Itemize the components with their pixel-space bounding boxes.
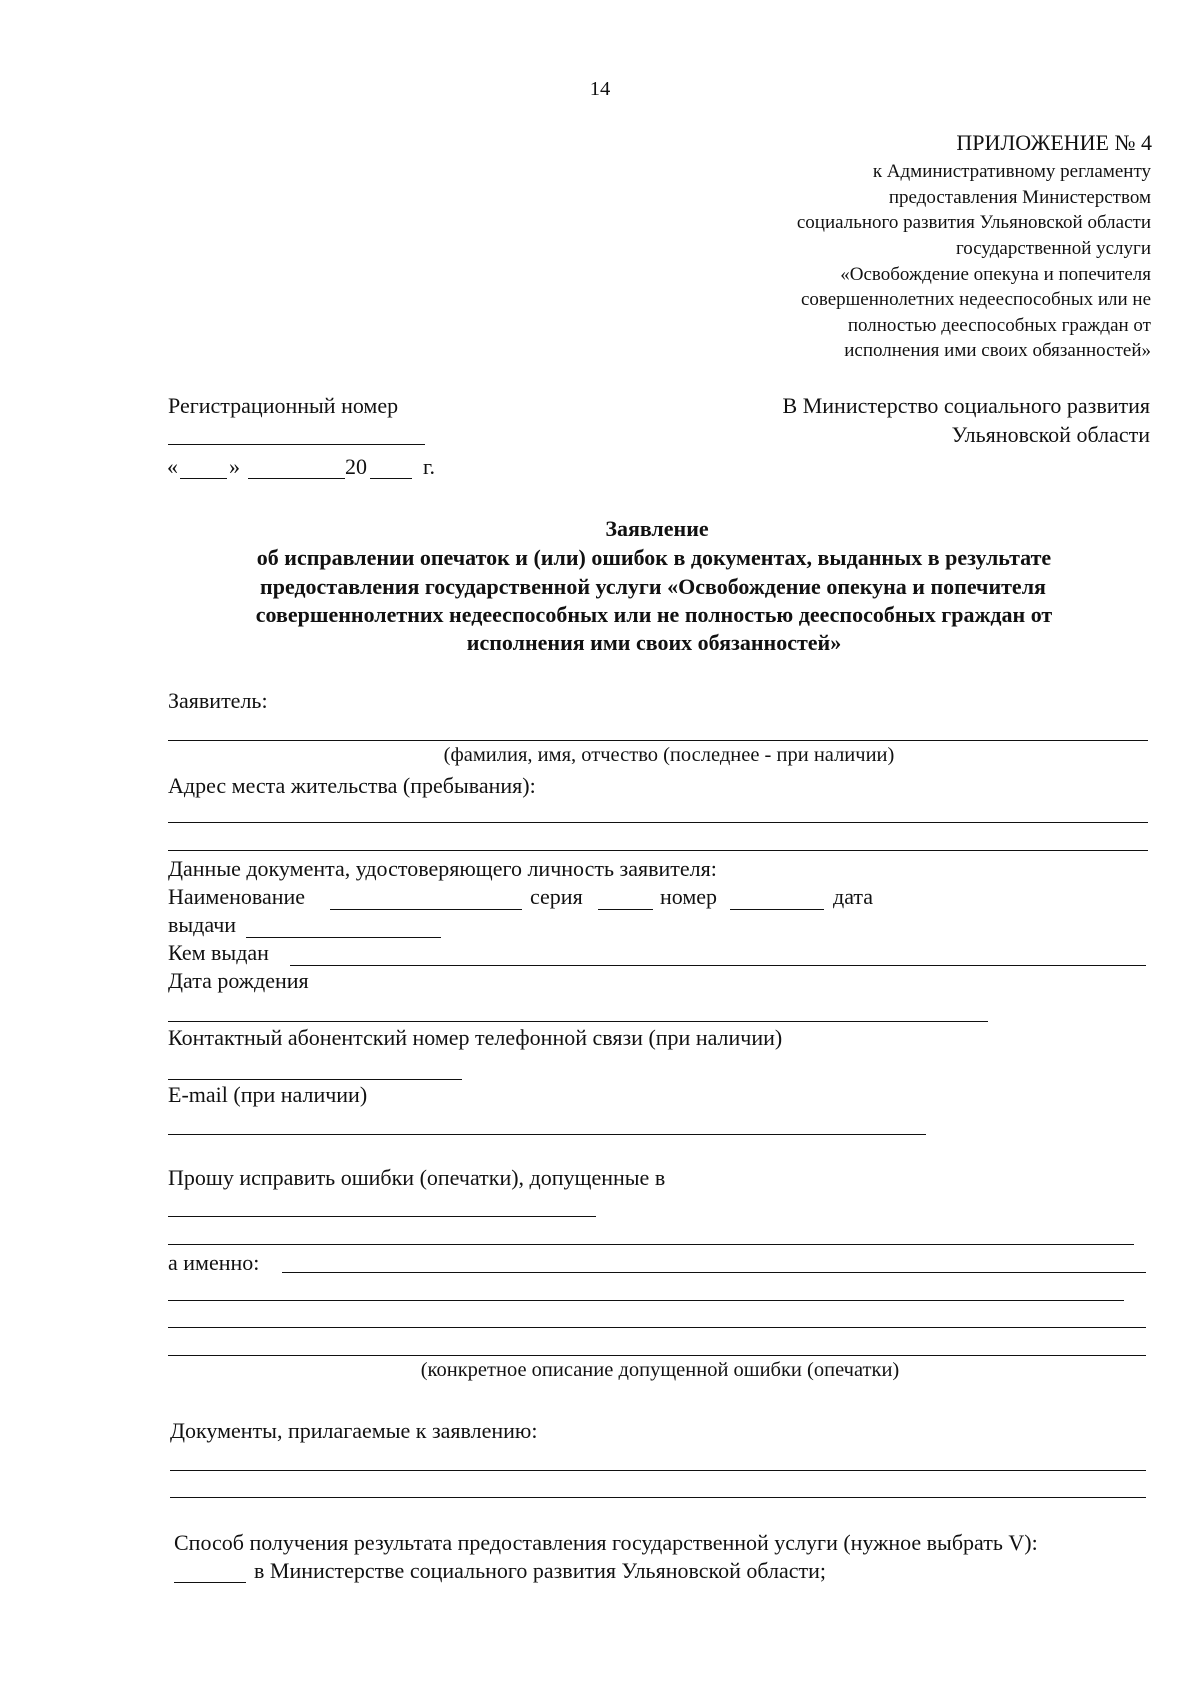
correction-document-line-2[interactable]: [168, 1244, 1134, 1245]
id-date-label: дата: [833, 884, 874, 909]
statement-title: Заявление: [605, 516, 709, 541]
applicant-label: Заявитель:: [168, 688, 268, 713]
address-line-2[interactable]: [168, 850, 1148, 851]
error-description-line-4[interactable]: [168, 1355, 1146, 1356]
correction-document-line[interactable]: [168, 1216, 596, 1217]
delivery-option-1-label: в Министерстве социального развития Ульяновской области;: [254, 1558, 826, 1583]
registration-year-line[interactable]: [370, 478, 412, 479]
appendix-line: «Освобождение опекуна и попечителя: [840, 264, 1151, 285]
registration-date-close-quote: »: [229, 454, 240, 479]
addressee-line2: Ульяновской области: [951, 422, 1150, 447]
registration-month-line[interactable]: [248, 478, 345, 479]
registration-day-line[interactable]: [180, 478, 227, 479]
correction-request-label: Прошу исправить ошибки (опечатки), допущенные в: [168, 1165, 666, 1190]
id-series-line[interactable]: [598, 909, 653, 910]
delivery-option-1-checkbox[interactable]: [174, 1582, 246, 1583]
id-issue-date-line[interactable]: [246, 937, 441, 938]
applicant-caption: (фамилия, имя, отчество (последнее - при наличии): [443, 744, 895, 766]
statement-subtitle-line: совершеннолетних недееспособных или не полностью дееспособных граждан от: [255, 602, 1053, 627]
registration-label: Регистрационный номер: [168, 393, 399, 418]
registration-date-open-quote: «: [167, 454, 178, 479]
phone-line[interactable]: [168, 1079, 462, 1080]
birth-date-line[interactable]: [168, 1021, 988, 1022]
attachments-line-1[interactable]: [170, 1470, 1146, 1471]
appendix-line: предоставления Министерством: [888, 187, 1151, 208]
phone-label: Контактный абонентский номер телефонной связи (при наличии): [168, 1025, 783, 1050]
error-description-line-2[interactable]: [168, 1300, 1124, 1301]
id-series-label: серия: [530, 884, 583, 909]
appendix-line: государственной услуги: [955, 238, 1151, 259]
issued-by-label: Кем выдан: [168, 940, 269, 965]
appendix-line: исполнения ими своих обязанностей»: [844, 340, 1151, 361]
id-date-label-2: выдачи: [168, 912, 237, 937]
id-name-line[interactable]: [330, 909, 522, 910]
appendix-line: социального развития Ульяновской области: [796, 212, 1151, 233]
email-line[interactable]: [168, 1134, 926, 1135]
page-number: 14: [589, 78, 611, 100]
statement-subtitle-line: исполнения ими своих обязанностей»: [466, 630, 842, 655]
appendix-title: ПРИЛОЖЕНИЕ № 4: [956, 130, 1152, 155]
email-label: E-mail (при наличии): [168, 1082, 368, 1107]
registration-date-suffix: г.: [423, 454, 436, 479]
id-name-label: Наименование: [168, 884, 306, 909]
registration-number-line[interactable]: [168, 444, 425, 445]
error-description-line-3[interactable]: [168, 1327, 1146, 1328]
appendix-line: совершеннолетних недееспособных или не: [800, 289, 1151, 310]
statement-subtitle-line: об исправлении опечаток и (или) ошибок в документах, выданных в результате: [256, 545, 1052, 570]
registration-year-prefix: 20: [345, 454, 367, 479]
address-line-1[interactable]: [168, 822, 1148, 823]
addressee-line1: В Министерство социального развития: [782, 393, 1150, 418]
id-doc-label: Данные документа, удостоверяющего личность заявителя:: [168, 856, 717, 881]
issued-by-line[interactable]: [290, 965, 1146, 966]
id-number-label: номер: [660, 884, 718, 909]
statement-subtitle-line: предоставления государственной услуги «Освобождение опекуна и попечителя: [260, 574, 1046, 599]
appendix-line: полностью дееспособных граждан от: [847, 315, 1151, 336]
id-number-line[interactable]: [730, 909, 824, 910]
error-description-line-1[interactable]: [282, 1272, 1146, 1273]
attachments-label: Документы, прилагаемые к заявлению:: [170, 1418, 538, 1443]
delivery-method-label: Способ получения результата предоставления государственной услуги (нужное выбрать V):: [174, 1530, 1038, 1555]
attachments-line-2[interactable]: [170, 1497, 1146, 1498]
appendix-line: к Административному регламенту: [872, 161, 1151, 182]
birth-date-label: Дата рождения: [168, 968, 309, 993]
namely-label: а именно:: [168, 1250, 260, 1275]
error-caption: (конкретное описание допущенной ошибки (опечатки): [420, 1359, 900, 1381]
address-label: Адрес места жительства (пребывания):: [168, 773, 536, 798]
applicant-name-line[interactable]: [168, 740, 1148, 741]
